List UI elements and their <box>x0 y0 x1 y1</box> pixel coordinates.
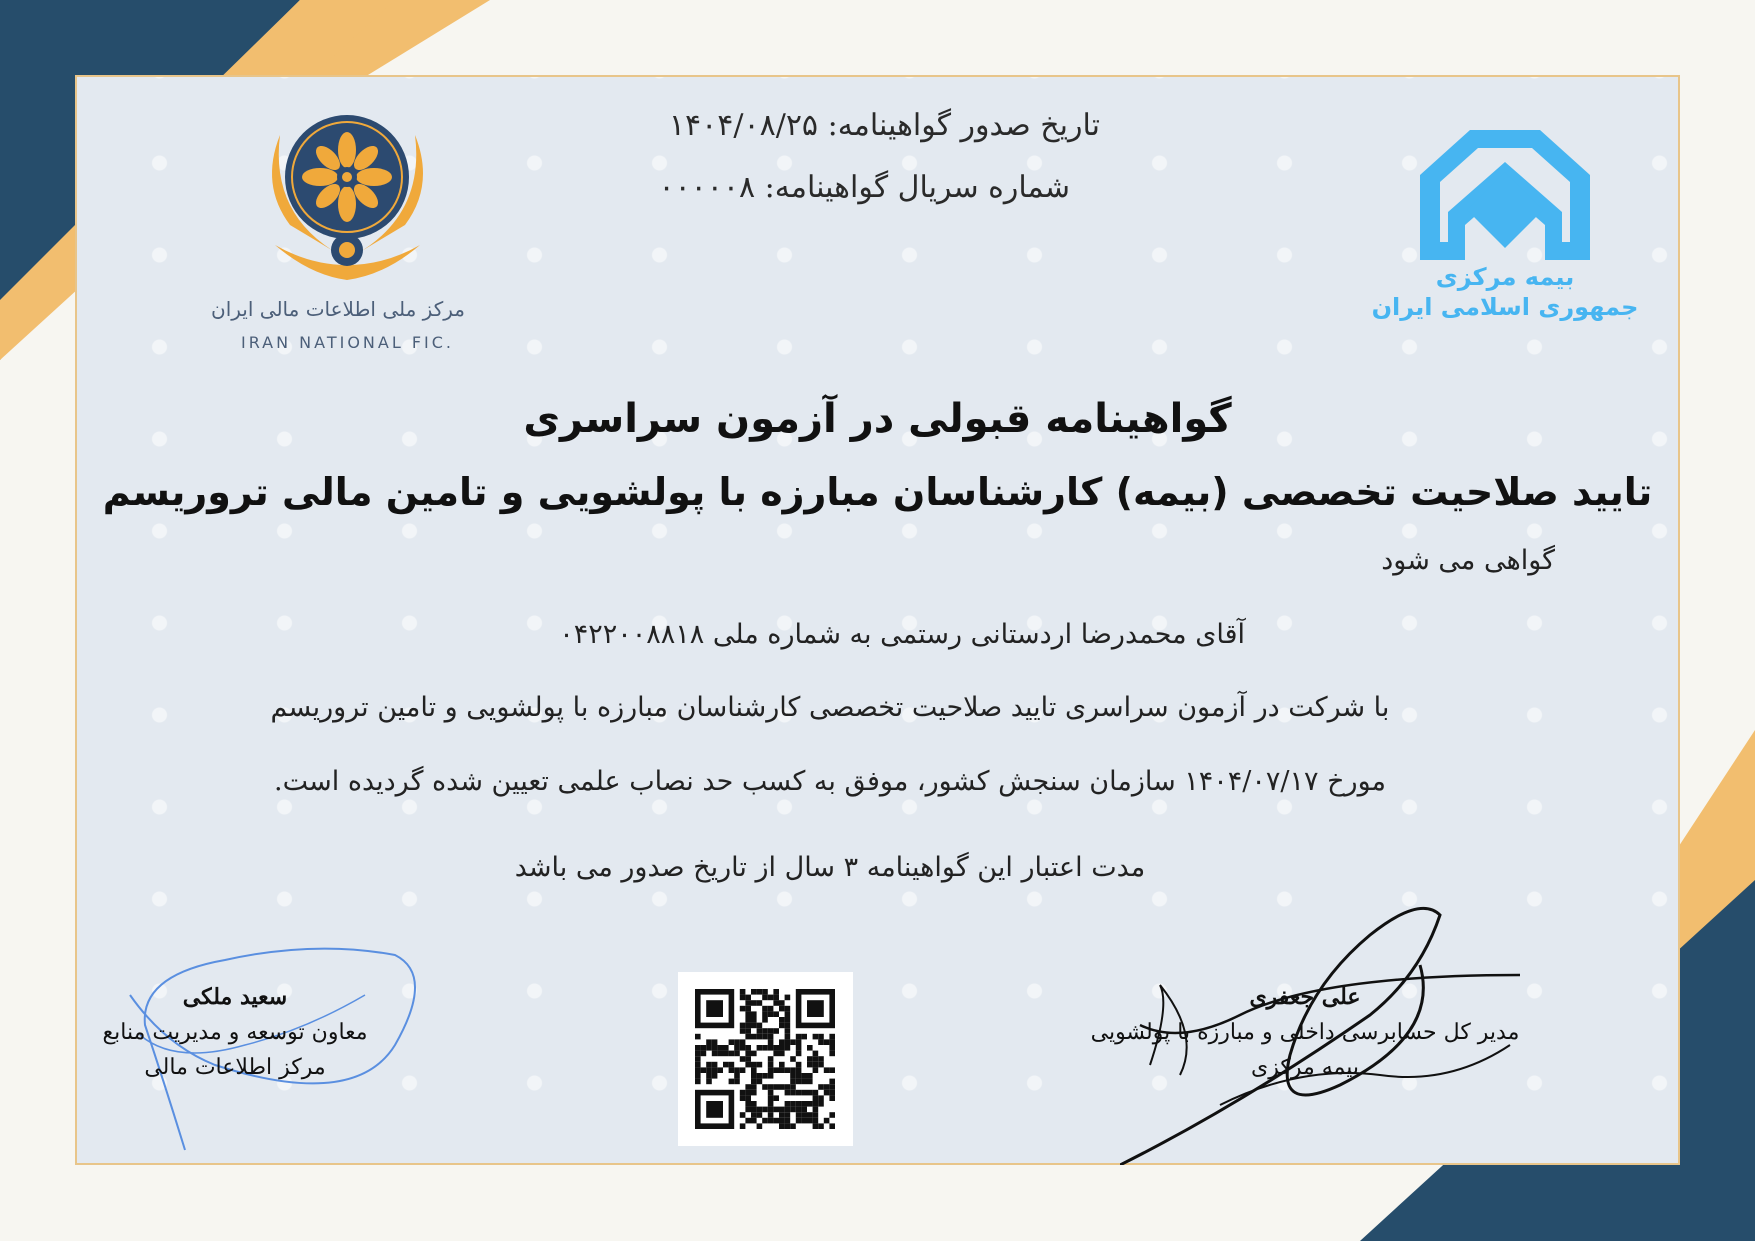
qr-module <box>796 1051 802 1057</box>
qr-module <box>790 1039 796 1045</box>
qr-module <box>745 1107 751 1113</box>
qr-module <box>745 1051 751 1057</box>
qr-module <box>762 1073 768 1079</box>
qr-module <box>807 1090 813 1096</box>
fic-logo <box>211 105 465 355</box>
qr-module <box>813 1034 819 1040</box>
qr-module <box>757 1028 763 1034</box>
qr-module <box>813 1062 819 1068</box>
qr-module <box>762 1028 768 1034</box>
qr-module <box>757 989 763 995</box>
qr-module <box>745 1101 751 1107</box>
qr-module <box>785 1090 791 1096</box>
qr-module <box>712 1073 718 1079</box>
qr-module <box>785 1011 791 1017</box>
qr-module <box>745 1056 751 1062</box>
qr-module <box>751 1023 757 1029</box>
qr-module <box>757 1000 763 1006</box>
qr-module <box>768 1011 774 1017</box>
qr-module <box>734 1073 740 1079</box>
qr-module <box>773 989 779 995</box>
qr-module <box>757 1107 763 1113</box>
qr-module <box>751 989 757 995</box>
qr-module <box>729 1051 735 1057</box>
qr-module <box>717 1067 723 1073</box>
qr-module <box>762 995 768 1001</box>
qr-module <box>751 1000 757 1006</box>
qr-module <box>801 1101 807 1107</box>
left-signer-org: مرکز اطلاعات مالی <box>144 1055 326 1080</box>
qr-module <box>807 1073 813 1079</box>
qr-module <box>779 1023 785 1029</box>
qr-module <box>740 1056 746 1062</box>
qr-module <box>745 1000 751 1006</box>
qr-module <box>768 1095 774 1101</box>
qr-module <box>695 1051 701 1057</box>
qr-module <box>695 1079 701 1085</box>
qr-module <box>757 1123 763 1129</box>
qr-module <box>796 1101 802 1107</box>
qr-module <box>768 1034 774 1040</box>
qr-module <box>740 1112 746 1118</box>
qr-module <box>740 1045 746 1051</box>
qr-module <box>801 1090 807 1096</box>
qr-module <box>757 1073 763 1079</box>
qr-module <box>768 1073 774 1079</box>
qr-module <box>768 1112 774 1118</box>
qr-module <box>829 1067 835 1073</box>
qr-module <box>723 1045 729 1051</box>
qr-module <box>829 1090 835 1096</box>
qr-module <box>785 1045 791 1051</box>
qr-module <box>712 1067 718 1073</box>
qr-module <box>807 1045 813 1051</box>
qr-module <box>785 1039 791 1045</box>
qr-module <box>695 1034 701 1040</box>
qr-module <box>740 1123 746 1129</box>
qr-module <box>813 1107 819 1113</box>
qr-module <box>751 1073 757 1079</box>
qr-module <box>745 1011 751 1017</box>
qr-module <box>773 1011 779 1017</box>
qr-module <box>751 1034 757 1040</box>
qr-module <box>790 1073 796 1079</box>
qr-module <box>813 1101 819 1107</box>
qr-module <box>779 1017 785 1023</box>
right-signer-name: علی جعفری <box>1249 984 1361 1010</box>
qr-module <box>807 1062 813 1068</box>
qr-module <box>768 1101 774 1107</box>
fic-caption-fa: مرکز ملی اطلاعات مالی ایران <box>211 297 465 321</box>
qr-module <box>762 989 768 995</box>
qr-module <box>779 1107 785 1113</box>
qr-module <box>751 1118 757 1124</box>
qr-module <box>768 1084 774 1090</box>
qr-module <box>740 1006 746 1012</box>
qr-module <box>785 1017 791 1023</box>
qr-module <box>790 1067 796 1073</box>
qr-module <box>701 1045 707 1051</box>
qr-module <box>729 1079 735 1085</box>
qr-module <box>829 1051 835 1057</box>
qr-module <box>762 1084 768 1090</box>
qr-module <box>790 1084 796 1090</box>
qr-module <box>701 1051 707 1057</box>
qr-module <box>745 1023 751 1029</box>
qr-module <box>796 1045 802 1051</box>
qr-module <box>785 1107 791 1113</box>
qr-module <box>785 1101 791 1107</box>
qr-module <box>779 1051 785 1057</box>
qr-module <box>757 1034 763 1040</box>
qr-module <box>745 995 751 1001</box>
qr-module <box>740 1095 746 1101</box>
qr-module <box>695 1056 701 1062</box>
qr-module <box>745 1034 751 1040</box>
qr-module <box>785 1067 791 1073</box>
qr-module <box>757 1045 763 1051</box>
qr-module <box>729 1067 735 1073</box>
qr-module <box>779 1112 785 1118</box>
qr-module <box>745 1090 751 1096</box>
qr-module <box>768 1028 774 1034</box>
qr-module <box>773 1107 779 1113</box>
qr-module <box>768 1062 774 1068</box>
qr-module <box>813 1118 819 1124</box>
qr-module <box>768 995 774 1001</box>
qr-module <box>829 1079 835 1085</box>
qr-module <box>740 1067 746 1073</box>
bime-markazi-logo <box>1365 125 1645 325</box>
qr-module <box>779 1000 785 1006</box>
bime-line2: جمهوری اسلامی ایران <box>1371 293 1639 321</box>
bime-markazi-logo-icon <box>1420 130 1590 260</box>
qr-module <box>829 1095 835 1101</box>
qr-module <box>773 1028 779 1034</box>
right-signer-role: مدیر کل حسابرسی داخلی و مبارزه با پولشویی <box>1090 1020 1520 1045</box>
qr-module <box>706 1079 712 1085</box>
qr-module <box>723 1051 729 1057</box>
qr-module <box>751 1051 757 1057</box>
qr-module <box>785 1006 791 1012</box>
qr-module <box>762 1006 768 1012</box>
qr-module <box>779 1045 785 1051</box>
qr-module <box>729 1039 735 1045</box>
recipient-line: آقای محمدرضا اردستانی رستمی به شماره ملی ۰۴۲۲۰۰۸۸۱۸ <box>559 619 1245 650</box>
qr-module <box>807 1101 813 1107</box>
qr-module <box>745 1017 751 1023</box>
qr-module <box>706 1067 712 1073</box>
qr-module <box>745 1028 751 1034</box>
qr-module <box>790 1056 796 1062</box>
qr-module <box>773 1000 779 1006</box>
qr-module <box>790 1123 796 1129</box>
qr-module <box>757 1079 763 1085</box>
qr-module <box>801 1107 807 1113</box>
qr-module <box>734 1079 740 1085</box>
qr-module <box>751 1084 757 1090</box>
qr-module <box>757 1062 763 1068</box>
qr-module <box>824 1084 830 1090</box>
qr-module <box>745 1045 751 1051</box>
qr-module <box>773 1067 779 1073</box>
qr-module <box>751 1062 757 1068</box>
qr-module <box>801 1073 807 1079</box>
qr-module <box>757 1023 763 1029</box>
qr-module <box>790 1090 796 1096</box>
qr-module <box>796 1079 802 1085</box>
qr-module <box>773 1045 779 1051</box>
qr-module <box>779 1118 785 1124</box>
qr-module <box>813 1095 819 1101</box>
bime-line1: بیمه مرکزی <box>1435 263 1575 291</box>
qr-module <box>796 1090 802 1096</box>
qr-module <box>740 995 746 1001</box>
qr-module <box>717 1051 723 1057</box>
qr-module <box>813 1123 819 1129</box>
qr-module <box>807 1079 813 1085</box>
qr-module <box>740 989 746 995</box>
qr-module <box>796 1107 802 1113</box>
qr-module <box>745 1062 751 1068</box>
qr-module <box>779 1067 785 1073</box>
certificate-title: گواهینامه قبولی در آزمون سراسری <box>523 396 1232 442</box>
qr-module <box>768 1045 774 1051</box>
qr-module <box>824 1067 830 1073</box>
qr-module <box>813 1090 819 1096</box>
qr-module <box>818 1056 824 1062</box>
qr-module <box>729 1062 735 1068</box>
qr-module <box>712 1045 718 1051</box>
qr-module <box>790 1107 796 1113</box>
fic-caption-en: IRAN NATIONAL FIC. <box>240 333 455 352</box>
qr-module <box>734 1045 740 1051</box>
qr-module <box>824 1118 830 1124</box>
qr-module <box>796 1112 802 1118</box>
qr-module <box>706 1039 712 1045</box>
qr-module <box>818 1123 824 1129</box>
qr-module <box>790 1101 796 1107</box>
result-line: مورخ ۱۴۰۴/۰۷/۱۷ سازمان سنجش کشور، موفق به کسب حد نصاب علمی تعیین شده گردیده است. <box>274 766 1386 797</box>
qr-module <box>824 1039 830 1045</box>
qr-module <box>829 1112 835 1118</box>
qr-module <box>712 1039 718 1045</box>
qr-module <box>757 1112 763 1118</box>
qr-module <box>818 1034 824 1040</box>
right-signer-org: بیمه مرکزی <box>1250 1055 1360 1080</box>
qr-module <box>768 1006 774 1012</box>
left-signer-role: معاون توسعه و مدیریت منابع <box>102 1020 368 1045</box>
qr-module <box>829 1034 835 1040</box>
qr-code-panel <box>678 972 853 1146</box>
qr-module <box>773 1051 779 1057</box>
qr-module <box>796 1062 802 1068</box>
qr-module <box>796 1039 802 1045</box>
qr-module <box>796 1067 802 1073</box>
qr-module <box>801 1118 807 1124</box>
qr-module <box>745 1118 751 1124</box>
qr-module <box>785 1028 791 1034</box>
qr-module <box>751 1112 757 1118</box>
qr-module <box>818 1084 824 1090</box>
qr-module <box>701 1067 707 1073</box>
left-signer-name: سعید ملکی <box>182 984 288 1010</box>
qr-module <box>768 1107 774 1113</box>
qr-module <box>785 1123 791 1129</box>
qr-module <box>695 1045 701 1051</box>
qr-module <box>813 1051 819 1057</box>
qr-module <box>829 1084 835 1090</box>
qr-module <box>801 1034 807 1040</box>
qr-module <box>796 1073 802 1079</box>
qr-module <box>723 1062 729 1068</box>
qr-module <box>829 1039 835 1045</box>
qr-module <box>734 1067 740 1073</box>
qr-module <box>745 1084 751 1090</box>
left-signature-block <box>100 980 370 1085</box>
qr-module <box>751 1079 757 1085</box>
qr-module <box>773 995 779 1001</box>
qr-module <box>717 1045 723 1051</box>
qr-module <box>785 1084 791 1090</box>
qr-module <box>790 1079 796 1085</box>
qr-module <box>762 1107 768 1113</box>
qr-module <box>818 1101 824 1107</box>
qr-module <box>785 995 791 1001</box>
qr-module <box>779 1062 785 1068</box>
issue-date: تاریخ صدور گواهینامه: ۱۴۰۴/۰۸/۲۵ <box>668 108 1100 143</box>
certify-text: گواهی می شود <box>1381 545 1555 576</box>
right-signature-block <box>1060 980 1550 1085</box>
qr-module <box>740 1023 746 1029</box>
qr-module <box>813 1112 819 1118</box>
qr-module <box>785 1034 791 1040</box>
qr-module <box>818 1039 824 1045</box>
qr-module <box>779 1006 785 1012</box>
qr-module <box>762 1011 768 1017</box>
qr-module <box>779 1123 785 1129</box>
qr-module <box>818 1095 824 1101</box>
qr-module <box>745 1095 751 1101</box>
qr-module <box>734 1051 740 1057</box>
qr-module <box>745 1006 751 1012</box>
qr-module <box>768 1090 774 1096</box>
qr-module <box>762 1118 768 1124</box>
qr-module <box>768 1067 774 1073</box>
qr-module <box>712 1051 718 1057</box>
qr-module <box>740 1090 746 1096</box>
qr-module <box>807 1112 813 1118</box>
qr-module <box>807 1118 813 1124</box>
qr-module <box>785 1023 791 1029</box>
qr-module <box>695 1073 701 1079</box>
qr-module <box>751 1090 757 1096</box>
qr-module <box>751 1011 757 1017</box>
qr-code-icon <box>678 972 853 1146</box>
iran-national-fic-emblem-icon <box>250 105 445 285</box>
qr-module <box>773 1095 779 1101</box>
qr-module <box>712 1062 718 1068</box>
qr-module <box>751 1017 757 1023</box>
qr-module <box>740 1028 746 1034</box>
qr-module <box>796 1034 802 1040</box>
qr-module <box>829 1123 835 1129</box>
qr-module <box>785 1118 791 1124</box>
qr-module <box>706 1045 712 1051</box>
qr-module <box>768 1056 774 1062</box>
qr-module <box>801 1079 807 1085</box>
qr-module <box>807 1056 813 1062</box>
qr-module <box>751 1067 757 1073</box>
validity-line: مدت اعتبار این گواهینامه ۳ سال از تاریخ صدور می باشد <box>514 852 1146 883</box>
qr-module <box>762 1045 768 1051</box>
qr-module <box>768 1039 774 1045</box>
qr-module <box>796 1118 802 1124</box>
qr-module <box>779 1039 785 1045</box>
qr-module <box>706 1062 712 1068</box>
qr-module <box>801 1112 807 1118</box>
qr-module <box>751 1101 757 1107</box>
exam-line: با شرکت در آزمون سراسری تایید صلاحیت تخصصی کارشناسان مبارزه با پولشویی و تامین تروریسم <box>270 692 1390 723</box>
qr-module <box>773 1084 779 1090</box>
qr-module <box>695 1062 701 1068</box>
qr-module <box>695 1067 701 1073</box>
qr-module <box>768 1118 774 1124</box>
certificate-subtitle: تایید صلاحیت تخصصی (بیمه) کارشناسان مبارزه با پولشویی و تامین مالی تروریسم <box>102 470 1653 514</box>
qr-module <box>813 1056 819 1062</box>
qr-module <box>762 1017 768 1023</box>
qr-module <box>734 1039 740 1045</box>
qr-module <box>824 1090 830 1096</box>
qr-module <box>813 1067 819 1073</box>
qr-module <box>779 1084 785 1090</box>
qr-module <box>785 1112 791 1118</box>
qr-module <box>740 1039 746 1045</box>
qr-module <box>762 1034 768 1040</box>
qr-module <box>818 1062 824 1068</box>
qr-module <box>751 1107 757 1113</box>
qr-module <box>829 1045 835 1051</box>
qr-module <box>773 1118 779 1124</box>
serial-number: شماره سریال گواهینامه: ۰۰۰۰۰۸ <box>658 170 1070 205</box>
qr-module <box>706 1073 712 1079</box>
